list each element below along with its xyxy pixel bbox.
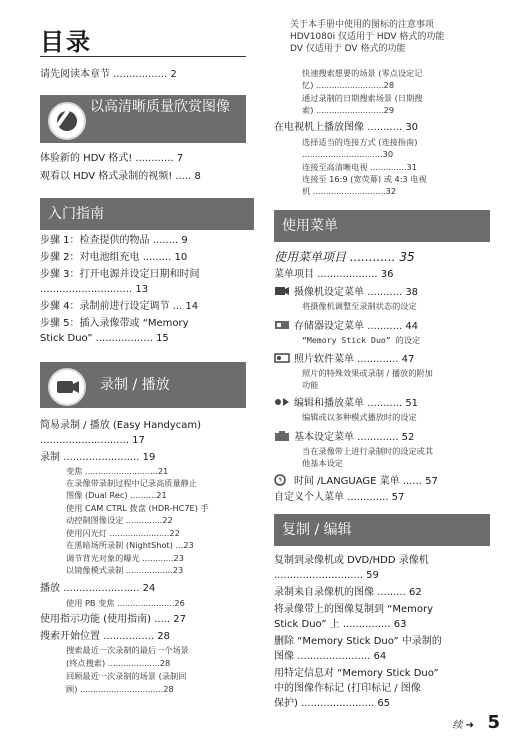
toc-sub-dualrec-1[interactable]: 在录像带录制过程中记录高质量静止 [66,478,198,488]
toc-sub-dualrec-2[interactable]: 图像 (Dual Rec) ..........21 [66,490,167,500]
toc-entry-using-menu[interactable]: 使用菜单项目 ............ 35 [274,250,415,264]
section-title-start: 入门指南 [48,206,104,222]
toc-desc-standard-set-2: 他基本设定 [302,458,343,468]
toc-entry-easy-page[interactable]: ............................ 17 [40,435,145,446]
toc-entry-time-lang[interactable] [274,474,482,489]
toc-desc-edit-play: 编辑或以多种模式播放时的设定 [302,412,417,422]
toc-entry-delete-msd-page[interactable]: 图像 ....................... 64 [274,651,387,662]
toc-entry-delete-msd[interactable]: 删除 “Memory Stick Duo” 中录制的 [274,636,442,647]
toc-entry-step3-page[interactable]: ............................. 13 [40,284,149,295]
toc-label-standard-set: 基本设定菜单 ............. 52 [294,432,415,443]
toc-sub-connect-1[interactable]: 选择适当的连接方式 (连接指南) [302,137,418,147]
toc-entry-copy-msd[interactable]: 将录像带上的图像复制到 “Memory [274,604,434,615]
section-header-record [40,362,246,408]
continued-text: 续 [452,720,463,731]
toc-sub-169tv-1[interactable]: 连接至 16:9 (宽荧幕) 或 4:3 电视 [302,174,427,184]
toc-icon-note-1: 关于本手册中使用的图标的注意事项 [290,20,435,30]
toc-entry-memory-set[interactable] [274,319,482,334]
toc-sub-endsearch-2[interactable]: (终点搜索) ....................28 [66,658,171,668]
camcorder-icon [48,368,86,406]
toc-sub-recreview-2[interactable]: 顾) ................................28 [66,684,174,694]
edit-play-icon [274,396,290,408]
toc-sub-169tv-2[interactable]: 机 ............................32 [302,186,397,196]
toc-label-edit-play: 编辑和播放菜单 ........... 51 [294,398,419,409]
toc-sub-camctrl-1[interactable]: 使用 CAM CTRL 拨盘 (HDR-HC7E) 手 [66,503,209,513]
toc-entry-guide[interactable]: 使用指示功能 (使用指南) ..... 27 [40,614,186,625]
toc-desc-picture-app-2: 功能 [302,380,319,390]
section-title-record: 录制 / 播放 [100,377,170,393]
toc-entry-tv[interactable]: 在电视机上播放图像 ........... 30 [274,122,419,133]
toc-label-memory-set: 存储器设定菜单 ........... 44 [294,321,419,332]
toc-sub-zeroset-2[interactable]: 忆) ..........................28 [302,80,395,90]
toc-entry-menu-items[interactable]: 菜单项目 ................... 36 [274,269,394,280]
toc-entry-edit-play[interactable] [274,396,482,411]
section-title-hd: 以高清晰质量欣赏图像 [90,99,230,115]
toc-desc-memory-set: “Memory Stick Duo” 的设定 [302,335,421,345]
toc-entry-record[interactable]: 录制 ........................ 19 [40,452,156,463]
toc-sub-recreview-1[interactable]: 回顾最近一次录制的场景 (录制回 [66,671,187,681]
toc-entry-picture-app[interactable] [274,352,482,367]
toc-entry-play[interactable]: 播放 ........................ 24 [40,583,156,594]
section-title-dub: 复制 / 编辑 [282,522,352,538]
memory-settings-icon [274,319,290,331]
toc-entry-step5-page[interactable]: Stick Duo” .................. 15 [40,333,169,344]
toc-icon-note-2: HDV1080i 仅适用于 HDV 格式的功能 [290,32,445,42]
section-header-hd [40,95,246,143]
toc-entry-search[interactable]: 搜索开始位置 ................ 28 [40,631,170,642]
toc-entry-copy-msd-page[interactable]: Stick Duo” 上 ............... 63 [274,619,407,630]
toc-entry-personal-menu[interactable]: 自定义个人菜单 ............. 57 [274,492,405,503]
toc-sub-camctrl-2[interactable]: 动控制图像设定 ..............22 [66,515,173,525]
camera-settings-icon [274,285,290,297]
toc-sub-datesearch-1[interactable]: 通过录制的日期搜索场景 (日期搜 [302,93,423,103]
toc-entry-camera-set[interactable] [274,285,482,300]
toc-entry-mark-msd-2[interactable]: 中的图像作标记 (打印标记 / 图像 [274,683,421,694]
toc-sub-nightshot[interactable]: 在黑暗场所录制 (NightShot) ...23 [66,540,194,550]
page-number: 5 [487,712,500,733]
toc-entry-intro[interactable]: 请先阅读本章节 ................. 2 [40,69,177,80]
toc-entry-standard-set[interactable] [274,430,482,445]
hd-disc-icon [48,102,86,140]
toc-entry-step4[interactable]: 步骤 4：录制前进行设定调节 ... 14 [40,301,199,312]
picture-app-icon [274,352,290,364]
toc-entry-mark-msd[interactable]: 用特定信息对 “Memory Stick Duo” [274,668,439,679]
toc-entry-easy[interactable]: 简易录制 / 播放 (Easy Handycam) [40,420,202,431]
toc-entry-mark-msd-page[interactable]: 保护) ....................... 65 [274,698,391,709]
toc-desc-picture-app-1: 照片的特殊效果或录制 / 播放的附加 [302,368,433,378]
toc-sub-datesearch-2[interactable]: 索) ..........................29 [302,105,395,115]
toc-sub-mirror[interactable]: 以镜像模式录制 ..................23 [66,565,184,575]
section-header-menu [274,210,490,242]
toc-label-time-lang: 时间 /LANGUAGE 菜单 ...... 57 [294,476,438,487]
toc-sub-endsearch-1[interactable]: 搜索最近一次录制的最后一个场景 [66,645,189,655]
page-title: 目录 [40,28,92,56]
toc-sub-zoom[interactable]: 变焦 ............................21 [66,466,169,476]
toc-label-camera-set: 摄像机设定菜单 ........... 38 [294,287,419,298]
toc-entry-hdv-watch[interactable]: 观看以 HDV 格式录制的视频! ..... 8 [40,171,201,182]
toc-entry-hdv-new[interactable]: 体验新的 HDV 格式! ............ 7 [40,153,184,164]
toc-entry-step3[interactable]: 步骤 3：打开电源并设定日期和时间 [40,269,200,280]
section-header-start [40,198,254,230]
toc-label-picture-app: 照片软件菜单 ............. 47 [294,354,415,365]
toc-icon-note-3: DV 仅适用于 DV 格式的功能 [290,44,406,54]
title-rule [40,56,246,57]
toc-entry-record-vcr[interactable]: 录制来自录像机的图像 ......... 62 [274,587,422,598]
toc-sub-flash[interactable]: 使用闪光灯 .......................22 [66,528,180,538]
toc-desc-standard-set-1: 当在录像带上进行录制时的设定或其 [302,446,434,456]
toc-sub-pbzoom[interactable]: 使用 PB 变焦 ......................26 [66,598,185,608]
continued-label [452,716,474,731]
standard-setup-icon [274,430,290,442]
continued-arrow-icon: ➜ [465,720,474,731]
toc-sub-connect-2[interactable]: ...............................30 [302,149,394,159]
toc-entry-step1[interactable]: 步骤 1：检查提供的物品 ........ 9 [40,235,188,246]
toc-entry-dub-vcr[interactable]: 复制到录像机或 DVD/HDD 录像机 [274,555,429,566]
toc-sub-backlight[interactable]: 调节背光对象的曝光 ............23 [66,553,184,563]
toc-entry-step2[interactable]: 步骤 2：对电池组充电 ......... 10 [40,252,188,263]
clock-icon [274,474,290,486]
toc-sub-zeroset-1[interactable]: 快速搜索想要的场景 (零点设定记 [302,68,423,78]
section-header-dub [274,514,490,546]
toc-entry-dub-vcr-page[interactable]: ............................ 59 [274,570,379,581]
toc-desc-camera-set: 将摄像机调整至录制状态的设定 [302,301,417,311]
toc-sub-hdtv[interactable]: 连接至高清晰电视 ..............31 [302,162,417,172]
section-title-menu: 使用菜单 [282,218,338,234]
toc-entry-step5[interactable]: 步骤 5：插入录像带或 “Memory [40,318,189,329]
